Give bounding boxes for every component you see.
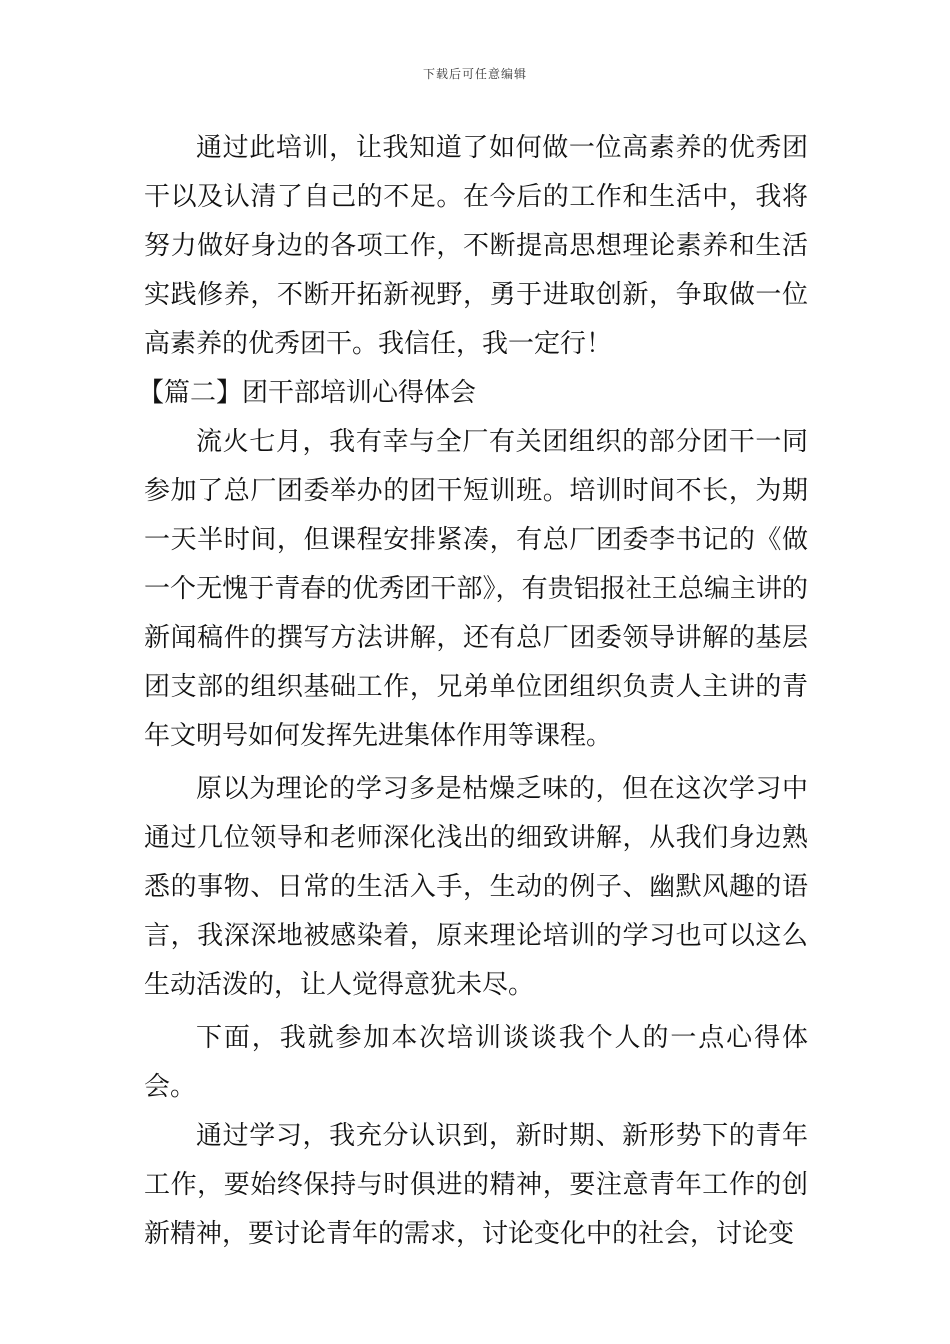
paragraph-theory-learning: 原以为理论的学习多是枯燥乏味的，但在这次学习中通过几位领导和老师深化浅出的细致讲解，从我们身边熟悉的事物、日常的生活入手，生动的例子、幽默风趣的语言，我深深地被感染着，原来理论培训的学习也可以这么生动活泼的，让人觉得意犹未尽。 [144,774,808,1000]
document-body [138,124,808,1259]
paragraph-reflection-intro: 下面，我就参加本次培训谈谈我个人的一点心得体会。 [144,1023,808,1102]
page-header: 下载后可任意编辑 [422,67,527,81]
paragraph-youth-work: 通过学习，我充分认识到，新时期、新形势下的青年工作，要始终保持与时俱进的精神，要注意青年工作的创新精神，要讨论青年的需求，讨论变化中的社会，讨论变 [144,1121,808,1249]
section-heading: 【篇二】团干部培训心得体会 [138,378,477,408]
paragraph-training-conclusion: 通过此培训，让我知道了如何做一位高素养的优秀团干以及认清了自己的不足。在今后的工作和生活中，我将努力做好身边的各项工作，不断提高思想理论素养和生活实践修养，不断开拓新视野，勇于进取创新，争取做一位高素养的优秀团干。我信任，我一定行！ [144,133,808,359]
paragraph-july-training: 流火七月，我有幸与全厂有关团组织的部分团干一同参加了总厂团委举办的团干短训班。培训时间不长，为期一天半时间，但课程安排紧凑，有总厂团委李书记的《做一个无愧于青春的优秀团干部》，有贵铝报社王总编主讲的新闻稿件的撰写方法讲解，还有总厂团委领导讲解的基层团支部的组织基础工作，兄弟单位团组织负责人主讲的青年文明号如何发挥先进集体作用等课程。 [144,427,808,751]
